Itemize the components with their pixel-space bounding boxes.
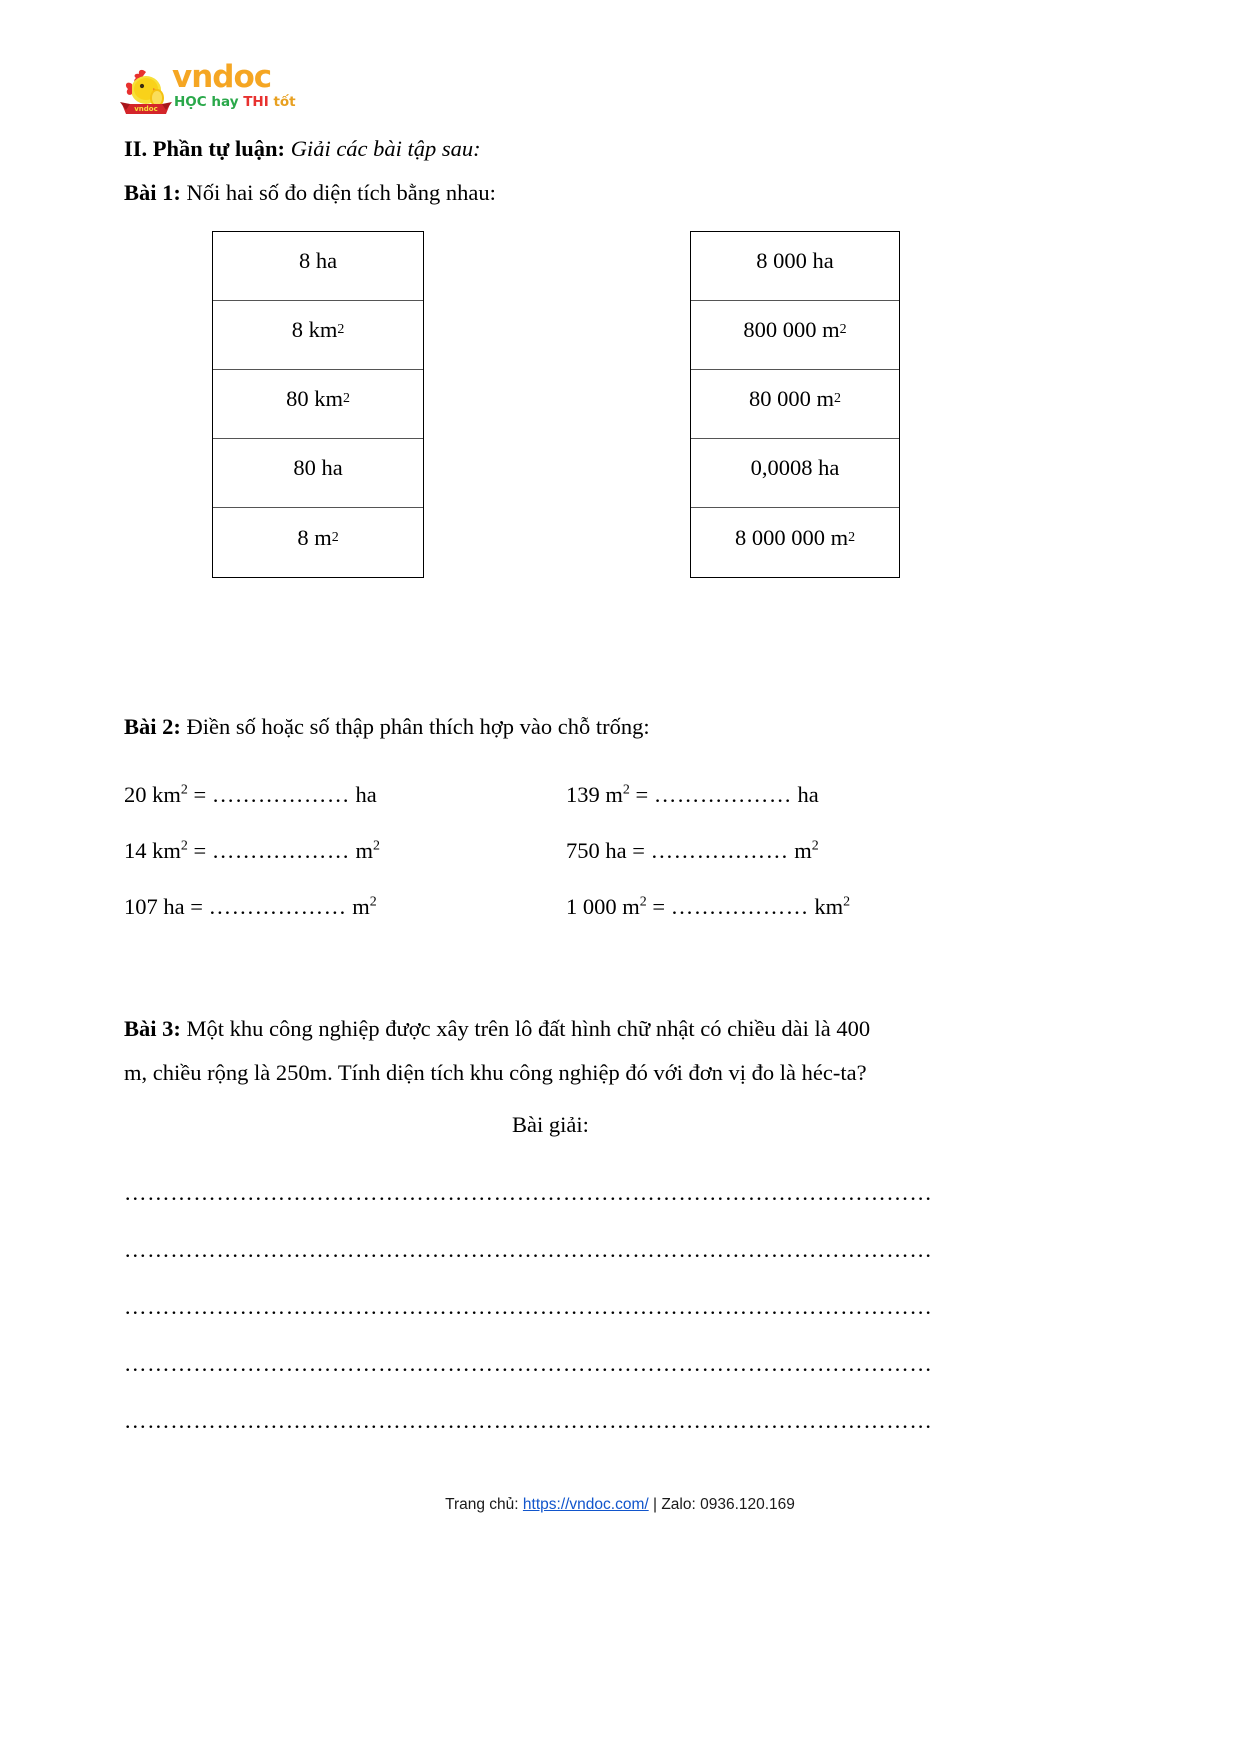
match-cell-unit: m	[830, 524, 849, 550]
match-cell-right-5[interactable]: 8 000 000 m 2	[734, 524, 856, 550]
eq-from-unit: ha	[605, 838, 627, 863]
bai2-heading	[124, 712, 650, 742]
match-cell-right-3[interactable]: 80 000 m 2	[691, 370, 899, 439]
bai3-solution-label: Bài giải:	[512, 1112, 589, 1137]
eq-equals: =	[193, 838, 207, 863]
match-cell-unit: m	[822, 317, 840, 342]
eq-equals: =	[652, 894, 666, 919]
match-cell-unit: km	[308, 317, 338, 342]
match-table-left	[212, 231, 424, 578]
match-cell-unit: ha	[818, 455, 840, 480]
eq-to-unit: m	[794, 838, 812, 863]
bai3-text-line2-wrap	[124, 1058, 867, 1088]
eq-from-unit: km	[152, 782, 181, 807]
eq-from-value: 14	[124, 838, 147, 863]
footer-prefix: Trang chủ:	[445, 1496, 523, 1513]
bai3-heading	[124, 1014, 870, 1044]
section-heading-bold: II. Phần tự luận:	[124, 136, 286, 161]
eq-from-value: 20	[124, 782, 147, 807]
eq-from-value: 750	[566, 838, 600, 863]
match-cell-value: 80	[286, 386, 309, 411]
eq-to-sup: 2	[372, 838, 380, 854]
eq-from-sup: 2	[639, 894, 647, 910]
eq-to-unit: km	[814, 894, 844, 919]
eq-blank[interactable]: ………………	[653, 782, 792, 807]
match-cell-unit: m	[314, 524, 332, 550]
eq-blank[interactable]: ………………	[670, 894, 809, 919]
match-cell-right-1[interactable]	[691, 232, 899, 301]
match-cell-value: 8	[298, 248, 311, 273]
bai2-prompt: Điền số hoặc số thập phân thích hợp vào chỗ trống:	[186, 714, 650, 739]
match-cell-right-2[interactable]: 800 000 m 2	[691, 301, 899, 370]
eq-to-unit: ha	[355, 782, 377, 807]
match-cell-unit: m	[816, 386, 835, 411]
answer-line-2[interactable]: ……………………………………………………………………………………………	[124, 1237, 933, 1262]
eq-blank[interactable]: ………………	[208, 894, 347, 919]
eq-blank[interactable]: ………………	[211, 782, 350, 807]
rooster-mascot-icon	[120, 66, 172, 116]
answer-line-5[interactable]: ……………………………………………………………………………………………	[124, 1408, 933, 1433]
bai2-equation-3-left[interactable]	[124, 894, 377, 920]
eq-equals: =	[193, 782, 207, 807]
eq-to-sup: 2	[369, 894, 377, 910]
tagline-tot: tốt	[273, 94, 296, 110]
eq-to-sup: 2	[811, 838, 819, 854]
match-cell-left-1[interactable]	[213, 232, 423, 301]
match-cell-value: 80	[293, 455, 316, 480]
logo-wordmark: vndoc	[172, 59, 272, 95]
footer-site-link[interactable]: https://vndoc.com/	[522, 1496, 649, 1513]
tagline-thi: THI	[243, 94, 269, 110]
bai2-label: Bài 2:	[124, 714, 181, 739]
match-cell-right-4[interactable]	[691, 439, 899, 508]
tagline-hay: hay	[211, 94, 239, 110]
match-cell-value: 0,0008	[750, 455, 813, 480]
svg-text:vndoc: vndoc	[134, 105, 158, 113]
bai2-equation-1-left[interactable]	[124, 782, 377, 808]
eq-to-sup: 2	[843, 894, 851, 910]
eq-from-sup: 2	[622, 782, 630, 798]
match-cell-left-3[interactable]: 80 km 2	[213, 370, 423, 439]
match-table-right	[690, 231, 900, 578]
bai3-label: Bài 3:	[124, 1016, 181, 1041]
bai1-prompt: Nối hai số đo diện tích bằng nhau:	[186, 180, 496, 205]
eq-from-value: 139	[566, 782, 600, 807]
match-cell-left-4[interactable]	[213, 439, 423, 508]
eq-equals: =	[632, 838, 645, 863]
section-heading-italic: Giải các bài tập sau:	[290, 136, 481, 161]
bai1-heading	[124, 178, 496, 208]
eq-from-sup: 2	[180, 838, 188, 854]
match-cell-value: 8 000 000	[734, 524, 825, 550]
section-heading	[124, 134, 481, 164]
bai2-equation-2-left[interactable]	[124, 838, 380, 864]
eq-blank[interactable]: ………………	[650, 838, 789, 863]
eq-to-unit: m	[352, 894, 370, 919]
eq-from-value: 1 000	[566, 894, 617, 919]
bai3-text-line2: m, chiều rộng là 250m. Tính diện tích khu công nghiệp đó với đơn vị đo là héc-ta?	[124, 1060, 867, 1085]
match-cell-value: 8 000	[756, 248, 807, 273]
eq-to-unit: ha	[797, 782, 819, 807]
eq-blank[interactable]: ………………	[211, 838, 350, 863]
match-cell-unit: km	[314, 386, 343, 411]
match-cell-unit: ha	[321, 455, 343, 480]
page-footer	[0, 1496, 1240, 1514]
bai2-equation-2-right[interactable]	[566, 838, 819, 864]
bai2-equation-3-right[interactable]	[566, 894, 850, 920]
match-cell-unit: ha	[315, 248, 338, 273]
match-cell-value: 800 000	[743, 317, 817, 342]
eq-from-unit: ha	[163, 894, 185, 919]
eq-from-unit: m	[605, 782, 623, 807]
footer-suffix: | Zalo: 0936.120.169	[648, 1496, 795, 1513]
eq-from-unit: km	[152, 838, 181, 863]
match-cell-value: 8	[291, 317, 303, 342]
eq-equals: =	[635, 782, 649, 807]
eq-equals: =	[190, 894, 203, 919]
vndoc-logo[interactable]	[120, 58, 296, 120]
bai1-label: Bài 1:	[124, 180, 181, 205]
eq-to-unit: m	[355, 838, 373, 863]
answer-line-4[interactable]: ……………………………………………………………………………………………	[124, 1351, 933, 1376]
tagline-hoc: HỌC	[174, 94, 207, 110]
match-cell-left-5[interactable]: 8 m 2	[297, 524, 339, 550]
answer-line-1[interactable]: ……………………………………………………………………………………………	[124, 1180, 933, 1205]
bai2-equation-1-right[interactable]	[566, 782, 819, 808]
match-cell-unit: ha	[812, 248, 834, 273]
bai3-text-line1: Một khu công nghiệp được xây trên lô đất hình chữ nhật có chiều dài là 400	[186, 1016, 871, 1041]
match-cell-value: 8	[297, 524, 309, 550]
answer-line-3[interactable]: ……………………………………………………………………………………………	[124, 1294, 933, 1319]
match-cell-value: 80 000	[749, 386, 811, 411]
eq-from-unit: m	[622, 894, 640, 919]
eq-from-sup: 2	[180, 782, 188, 798]
match-cell-left-2[interactable]: 8 km 2	[213, 301, 423, 370]
eq-from-value: 107	[124, 894, 158, 919]
logo-tagline	[174, 94, 296, 110]
